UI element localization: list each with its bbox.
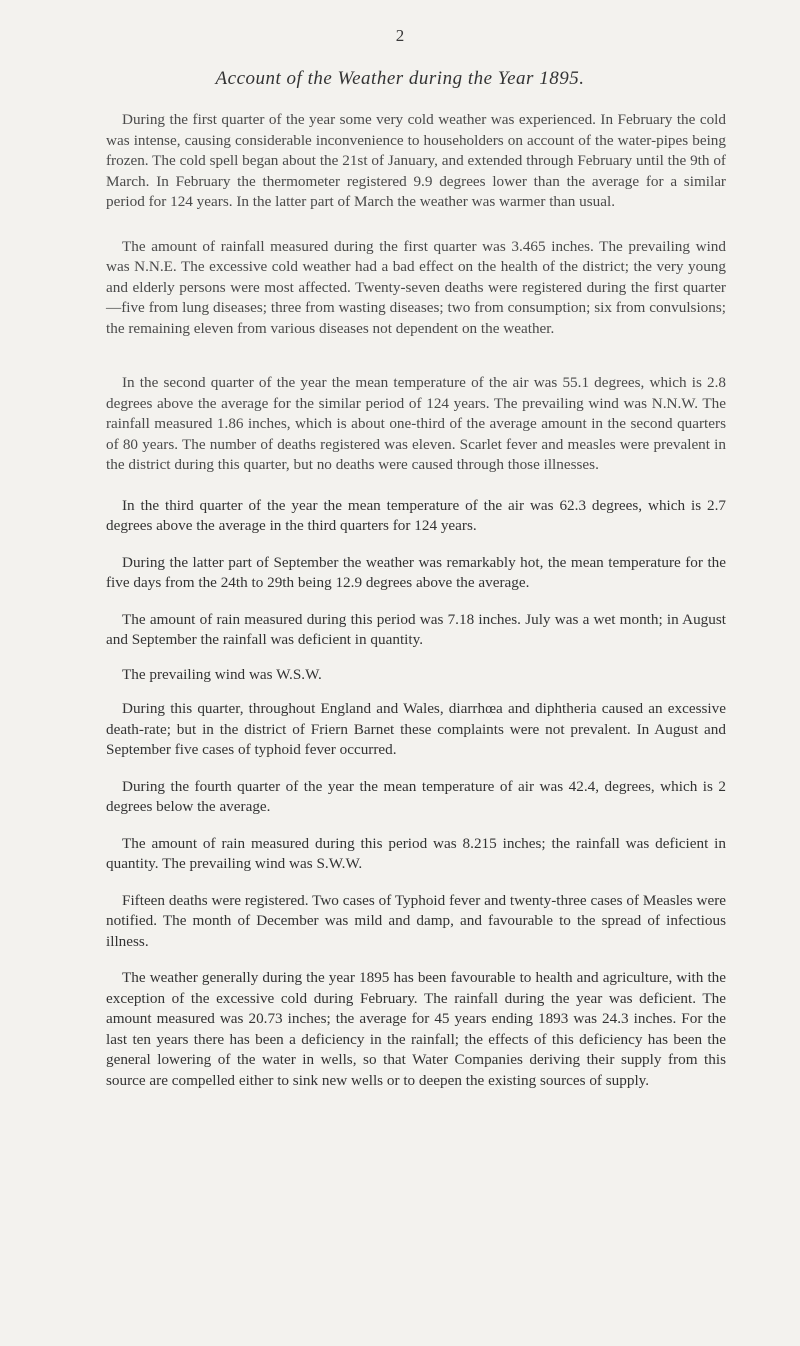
page-number: 2 [395,26,405,45]
paragraph-second-quarter: In the second quarter of the year the mean temperature of the air was 55.1 degrees, which is 2.8 degrees above the average for the similar period of 124 years. The prevailing wind was N.N.W. The rainfall measured 1.86 inches, which is about one-third of the average amount in the second quarters of 80 years. The number of deaths registered was eleven. Scarlet fever and measles were prevalent in the district during this quarter, but no deaths were caused through those illnesses. [106,374,726,473]
paragraph-third-quarter-diseases: During this quarter, throughout England and Wales, diarrhœa and diphtheria caused an excessive death-rate; but in the district of Friern Barnet these complaints were not prevalent. In August and September five cases of typhoid fever occurred. [106,700,726,758]
body-text [106,100,726,1091]
paragraph-fourth-quarter-deaths: Fifteen deaths were registered. Two cases of Typhoid fever and twenty-three cases of Measles were notified. The month of December was mild and damp, and favourable to the spread of infectious illness. [106,891,726,950]
paragraph-third-quarter-rain: The amount of rain measured during this period was 7.18 inches. July was a wet month; in August and September the rainfall was deficient in quantity. [106,610,726,648]
paragraph-first-quarter-rainfall: The amount of rainfall measured during the first quarter was 3.465 inches. The prevailing wind was N.N.E. The excessive cold weather had a bad effect on the health of the district; the very young and elderly persons were most affected. Twenty-seven deaths were registered during the first quarter—five from lung diseases; three from wasting diseases; two from consumption; six from convulsions; the remaining eleven from various diseases not dependent on the weather. [106,237,726,337]
paragraph-september-heat: During the latter part of September the weather was remarkably hot, the mean temperature for the five days from the 24th to 29th being 12.9 degrees above the average. [106,553,726,591]
paragraph-fourth-quarter-rain: The amount of rain measured during this period was 8.215 inches; the rainfall was deficient in quantity. The prevailing wind was S.W.W. [106,834,726,872]
paragraph-third-quarter-wind: The prevailing wind was W.S.W. [122,665,322,683]
paragraph-year-summary: The weather generally during the year 1895 has been favourable to health and agriculture, with the exception of the excessive cold during February. The rainfall during the year was deficient. The amount measured was 20.73 inches; the average for 45 years ending 1893 was 24.3 inches. For the last ten years there has been a deficiency in the rainfall; the effects of this deficiency has been the general lowering of the water in wells, so that Water Companies deriving their supply from this source are compelled either to sink new wells or to deepen the existing sources of supply. [106,969,726,1089]
paragraph-third-quarter: In the third quarter of the year the mean temperature of the air was 62.3 degrees, which is 2.7 degrees above the average in the third quarters for 124 years. [106,496,726,534]
page-title: Account of the Weather during the Year 1895. [215,68,585,89]
paragraph-first-quarter-cold: During the first quarter of the year some very cold weather was experienced. In February the cold was intense, causing considerable inconvenience to householders on account of the water-pipes being frozen. The cold spell began about the 21st of January, and extended through February until the 9th of March. In February the thermometer registered 9.9 degrees lower than the average for a similar period for 124 years. In the latter part of March the weather was warmer than usual. [106,111,726,210]
paragraph-fourth-quarter: During the fourth quarter of the year the mean temperature of air was 42.4, degrees, which is 2 degrees below the average. [106,777,726,815]
